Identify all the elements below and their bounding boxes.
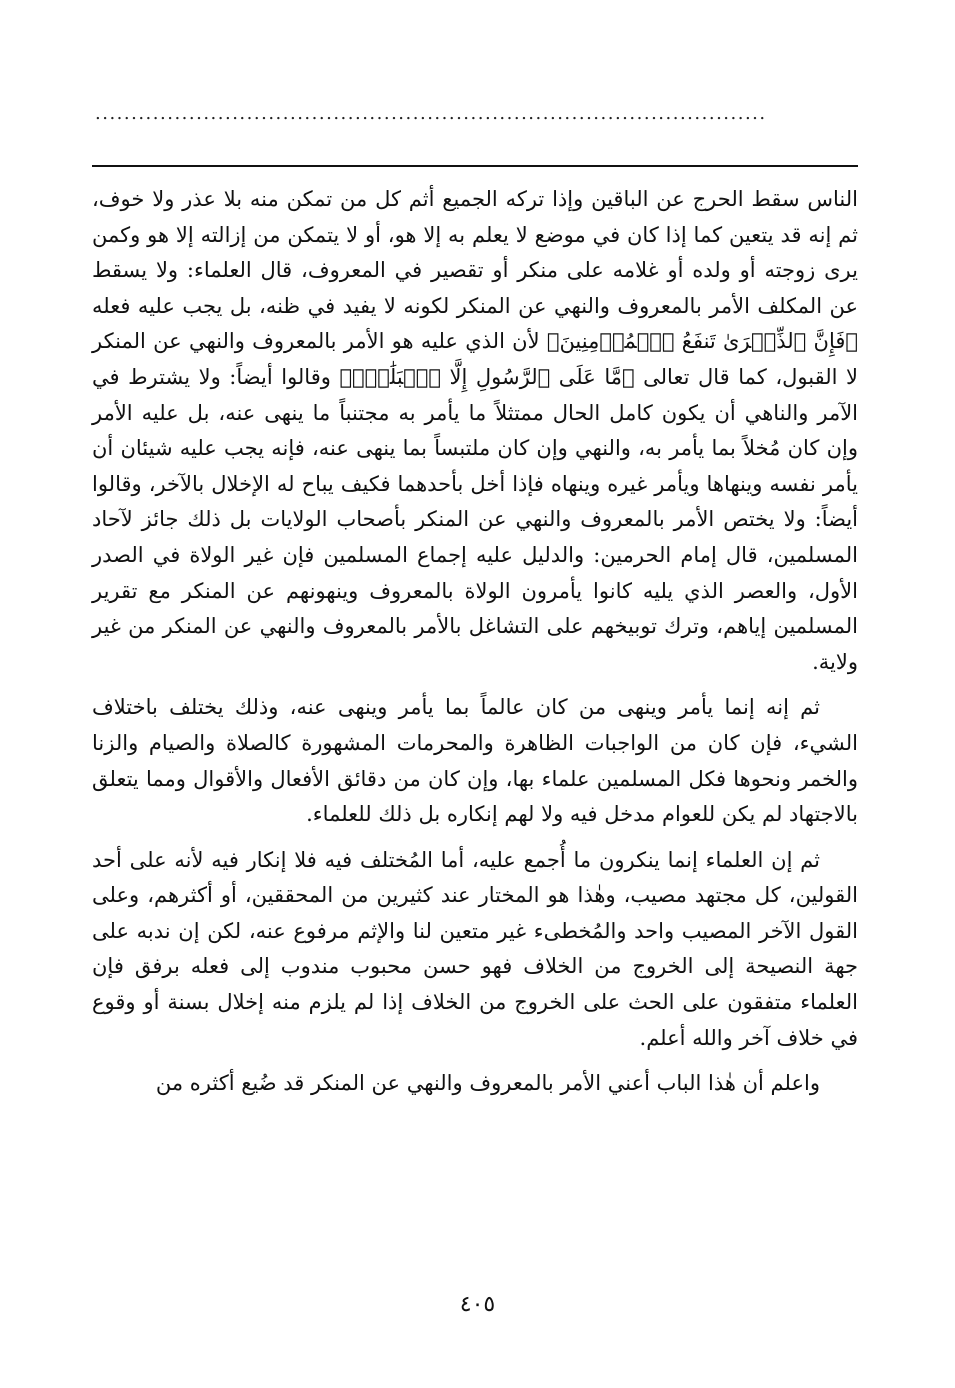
header-dotted-line: ............................................................................................. (95, 104, 767, 124)
header-rule (92, 165, 858, 167)
page-body (92, 182, 858, 1102)
page-number: ٤٠٥ (459, 1292, 496, 1317)
paragraph-3: ثم إن العلماء إنما ينكرون ما أُجمع عليه، أما المُختلف فيه فلا إنكار فيه لأنه على أحد القولين، كل مجتهد مصيب، وهٰذا هو المختار عند كثيرين من المحققين، أو أكثرهم، وعلى القول الآخر المصيب واحد والمُخطىء غير متعين لنا والإثم مرفوع عنه، لكن إن ندبه على جهة النصيحة إلى الخروج من الخلاف فهو حسن محبوب مندوب إلى فعله برفق فإن العلماء متفقون على الحث على الخروج من الخلاف إذا لم يلزم منه إخلال بسنة أو وقوع في خلاف آخر والله أعلم. (92, 847, 858, 1050)
paragraph-1: الناس سقط الحرج عن الباقين وإذا تركه الجميع أثم كل من تمكن منه بلا عذر ولا خوف، ثم إنه قد يتعين كما إذا كان في موضع لا يعلم به إلا هو، أو لا يتمكن من إزالته إلا هو وكمن يرى زوجته أو ولده أو غلامه على منكر أو تقصير في المعروف، قال العلماء: ولا يسقط عن المكلف الأمر بالمعروف والنهي عن المنكر لكونه لا يفيد في ظنه، بل يجب عليه فعله ﴿فَإِنَّ ٱلذِّكۡرَىٰ تَنفَعُ ٱلۡمُؤۡمِنِينَ﴾ لأن الذي عليه هو الأمر بالمعروف والنهي عن المنكر لا القبول، كما قال تعالى ﴿مَّا عَلَى ٱلرَّسُولِ إِلَّا ٱلۡبَلَٰغُۚ﴾ وقالوا أيضاً: ولا يشترط في الآمر والناهي أن يكون كامل الحال ممتثلاً ما يأمر به مجتنباً ما ينهى عنه، بل عليه الأمر وإن كان مُخلاً بما يأمر به، والنهي وإن كان ملتبساً بما ينهى عنه، فإنه يجب عليه شيئان أن يأمر نفسه وينهاها ويأمر غيره وينهاه فإذا أخل بأحدهما فكيف يباح له الإخلال بالآخر، وقالوا أيضاً: ولا يختص الأمر بالمعروف والنهي عن المنكر بأصحاب الولايات بل ذلك جائز لآحاد المسلمين، قال إمام الحرمين: والدليل عليه إجماع المسلمين فإن غير الولاة في الصدر الأول، والعصر الذي يليه كانوا يأمرون الولاة بالمعروف وينهونهم عن المنكر مع تقرير المسلمين إياهم، وترك توبيخهم على التشاغل بالأمر بالمعروف والنهي عن المنكر من غير ولاية. (92, 187, 858, 674)
paragraph-2: ثم إنه إنما يأمر وينهى من كان عالماً بما يأمر وينهى عنه، وذلك يختلف باختلاف الشيء، فإن كان من الواجبات الظاهرة والمحرمات المشهورة كالصلاة والصيام والزنا والخمر ونحوها فكل المسلمين علماء بها، وإن كان من دقائق الأفعال والأقوال ومما يتعلق بالاجتهاد لم يكن للعوام مدخل فيه ولا لهم إنكاره بل ذلك للعلماء. (92, 695, 858, 827)
paragraph-4: واعلم أن هٰذا الباب أعني الأمر بالمعروف والنهي عن المنكر قد ضُيع أكثره من (155, 1071, 820, 1096)
